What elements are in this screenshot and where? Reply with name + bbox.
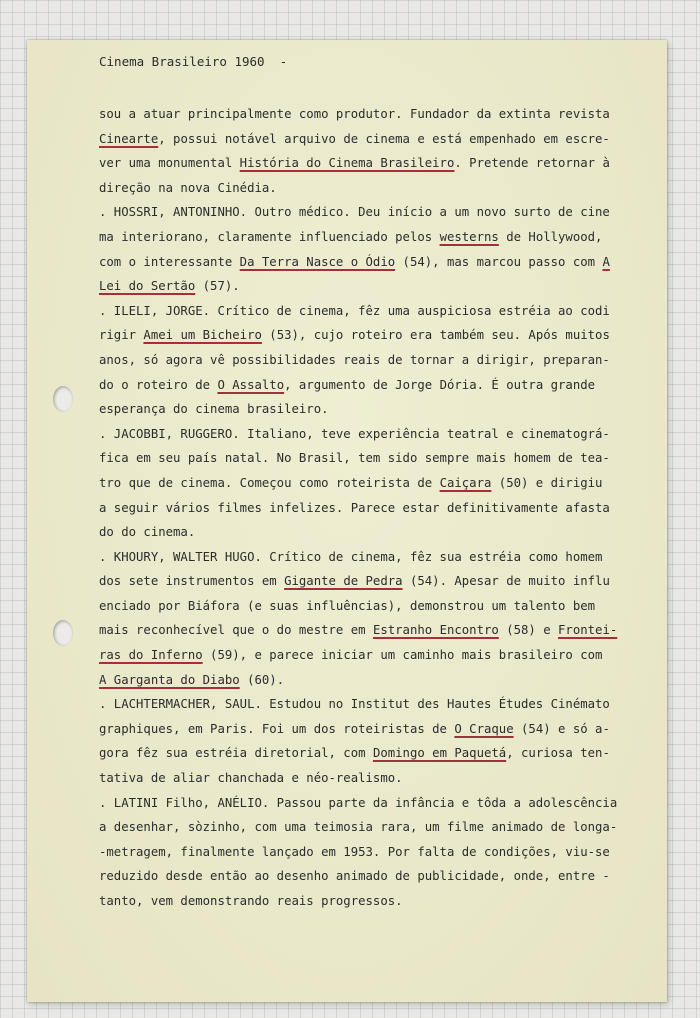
text-line	[99, 717, 659, 742]
text-run: gora fêz sua estréia diretorial, com	[99, 746, 373, 761]
underlined-title: O Craque	[454, 721, 514, 736]
text-line	[99, 176, 659, 201]
text-line	[99, 348, 659, 373]
text-line	[99, 151, 659, 176]
text-run: sou a atuar principalmente como produtor. Fundador da extinta revista	[99, 107, 610, 121]
text-run: direção na nova Cinédia.	[99, 180, 277, 195]
text-line	[99, 446, 659, 471]
text-run: tro que de cinema. Começou como roteirista de	[99, 475, 440, 490]
text-run: (59), e parece iniciar um caminho mais brasileiro com	[202, 648, 603, 663]
text-line	[99, 250, 659, 275]
text-run: de Hollywood,	[498, 229, 603, 244]
text-run: esperança do cinema brasileiro.	[99, 402, 329, 417]
text-run: . ILELI, JORGE. Crítico de cinema, fêz uma auspiciosa estréia ao codi	[99, 303, 610, 318]
text-run: . HOSSRI, ANTONINHO. Outro médico. Deu início a um novo surto de cine	[99, 205, 610, 220]
text-run: do do cinema.	[99, 525, 196, 540]
underlined-title: Frontei-	[558, 623, 618, 638]
text-line	[99, 496, 659, 521]
text-line	[99, 569, 659, 594]
text-line	[99, 692, 659, 717]
text-line	[99, 200, 659, 225]
text-run: (57).	[195, 279, 240, 294]
text-run: ver uma monumental	[99, 156, 240, 171]
punch-hole	[53, 620, 73, 646]
text-run: graphiques, em Paris. Foi um dos roteiristas de	[99, 721, 455, 736]
text-run: ma interiorano, claramente influenciado pelos	[99, 229, 440, 244]
text-run: , possui notável arquivo de cinema e está empenhado em escre-	[158, 131, 610, 146]
text-run: reduzido desde então ao desenho animado de publicidade, onde, entre -	[99, 869, 610, 884]
text-run: (54) e só a-	[513, 721, 610, 736]
text-line	[99, 791, 659, 816]
text-line	[99, 225, 659, 250]
text-run: , argumento de Jorge Dória. É outra grande	[284, 377, 596, 392]
text-line	[99, 840, 659, 865]
text-run: . KHOURY, WALTER HUGO. Crítico de cinema, fêz sua estréia como homem	[99, 549, 603, 564]
text-line	[99, 766, 659, 791]
underlined-title: Da Terra Nasce o Ódio	[239, 254, 396, 269]
underlined-title: ras do Inferno	[99, 648, 203, 663]
text-line	[99, 127, 659, 152]
text-run: a seguir vários filmes infelizes. Parece estar definitivamente afasta	[99, 500, 610, 515]
text-run: dos sete instrumentos em	[99, 574, 285, 589]
text-line	[99, 520, 659, 545]
text-run: , curiosa ten-	[506, 746, 610, 761]
underlined-title: O Assalto	[217, 377, 285, 392]
text-line	[99, 471, 659, 496]
underlined-title: Amei um Bicheiro	[143, 328, 262, 343]
body-text	[99, 102, 659, 914]
text-run: mais reconhecível que o do mestre em	[99, 623, 373, 638]
text-run: do o roteiro de	[99, 377, 218, 392]
typewritten-page	[27, 40, 667, 1002]
text-line	[99, 323, 659, 348]
text-run: (54). Apesar de muito influ	[402, 574, 610, 589]
text-run: . LATINI Filho, ANÉLIO. Passou parte da infância e tôda a adolescência	[99, 795, 618, 810]
underlined-title: A Garganta do Diabo	[99, 672, 240, 687]
text-run: (53), cujo roteiro era também seu. Após muitos	[261, 328, 610, 343]
text-run: . Pretende retornar à	[454, 156, 610, 171]
text-line	[99, 668, 659, 693]
text-line	[99, 422, 659, 447]
text-line	[99, 102, 659, 127]
page-header: Cinema Brasileiro 1960 -	[99, 54, 288, 69]
underlined-title: Gigante de Pedra	[284, 574, 403, 589]
text-run: (58) e	[498, 623, 559, 638]
punch-hole	[53, 386, 73, 412]
text-line	[99, 864, 659, 889]
underlined-title: Caiçara	[439, 475, 492, 490]
underlined-title: Lei do Sertão	[99, 279, 196, 294]
text-run: (60).	[239, 672, 285, 687]
text-line	[99, 274, 659, 299]
underlined-title: A	[602, 254, 610, 269]
text-line	[99, 815, 659, 840]
text-run: anos, só agora vê possibilidades reais de tornar a dirigir, preparan-	[99, 352, 610, 367]
text-line	[99, 545, 659, 570]
text-run: . JACOBBI, RUGGERO. Italiano, teve experiência teatral e cinematográ-	[99, 426, 610, 441]
underlined-title: Estranho Encontro	[372, 623, 499, 638]
text-run: (54), mas marcou passo com	[395, 254, 603, 269]
text-run: com o interessante	[99, 254, 240, 269]
text-run: a desenhar, sòzinho, com uma teimosia rara, um filme animado de longa-	[99, 820, 618, 835]
text-run: fica em seu país natal. No Brasil, tem sido sempre mais homem de tea-	[99, 451, 610, 466]
underlined-title: Cinearte	[99, 131, 159, 146]
text-line	[99, 594, 659, 619]
text-run: (50) e dirigiu	[491, 475, 603, 490]
text-run: . LACHTERMACHER, SAUL. Estudou no Institut des Hautes Études Cinémato	[99, 697, 610, 712]
text-run: tanto, vem demonstrando reais progressos.	[99, 894, 403, 908]
text-line	[99, 741, 659, 766]
text-line	[99, 397, 659, 422]
text-line	[99, 889, 659, 914]
text-run: rigir	[99, 328, 144, 343]
underlined-title: Domingo em Paquetá	[372, 746, 507, 761]
text-run: tativa de aliar chanchada e néo-realismo.	[99, 771, 403, 786]
text-line	[99, 643, 659, 668]
text-line	[99, 373, 659, 398]
text-line	[99, 299, 659, 324]
underlined-title: westerns	[439, 229, 499, 244]
underlined-title: História do Cinema Brasileiro	[239, 156, 455, 171]
text-line	[99, 618, 659, 643]
text-run: enciado por Biáfora (e suas influências), demonstrou um talento bem	[99, 598, 596, 613]
text-run: -metragem, finalmente lançado em 1953. Por falta de condições, viu-se	[99, 844, 610, 859]
